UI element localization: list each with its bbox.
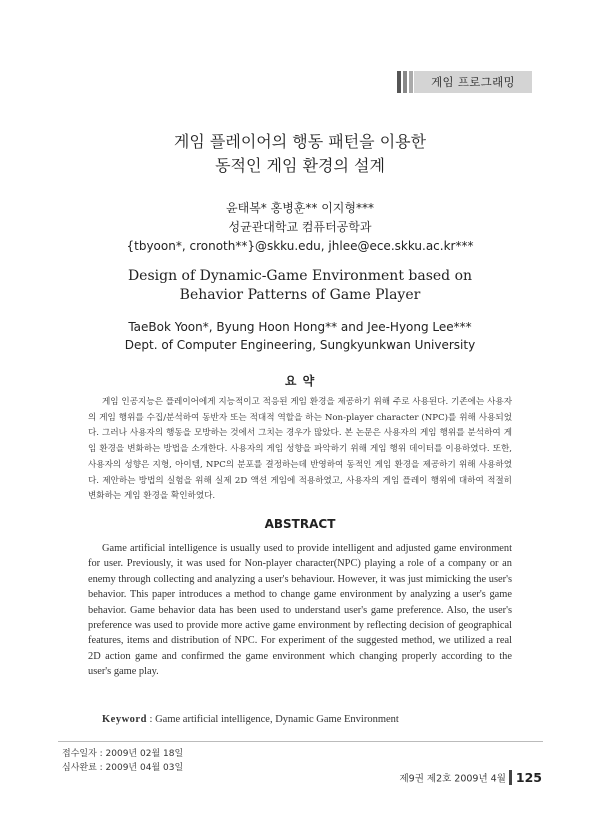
abstract-ko-heading: 요 약 [284, 374, 316, 388]
footnote-divider [58, 741, 543, 742]
date-received: 접수일자 : 2009년 02월 18일 [62, 749, 184, 759]
title-ko-line2: 동적인 게임 환경의 설계 [215, 156, 385, 175]
affiliation-ko: 성균관대학교 컴퓨터공학과 [228, 220, 372, 234]
title-en-line2: Behavior Patterns of Game Player [179, 287, 421, 303]
keywords [102, 714, 399, 725]
section-tab-stripe [403, 71, 407, 93]
title-ko-line1: 게임 플레이어의 행동 패턴을 이용한 [173, 132, 427, 151]
abstract-en-text: Game artificial intelligence is usually used to provide intelligent and adjusted game environment for user. Previously, it was used for Non-player character(NPC) playing a role of a company or an enemy through collecting and analyzing a user's behaviour. However, it was just mimicking the user's behavior. This paper introduces a method to change game environment by analyzing a user's game behavior. Game behavior data has been used to understand user's game preference. Also, the user's preference was used to provide more active game environment by reflecting decision of geographical features, items and distribution of NPC. For experiment of the suggested method, we utilized a real 2D action game and confirmed the game environment which changing properly according to the user's game play. [88, 543, 512, 678]
affiliation-en: Dept. of Computer Engineering, Sungkyunkwan University [124, 338, 476, 352]
page-number: 125 [515, 770, 542, 785]
authors-en: TaeBok Yoon*, Byung Hoon Hong** and Jee-Hyong Lee*** [128, 320, 472, 334]
page-footer [399, 770, 542, 786]
issue-info: 제9권 제2호 2009년 4월 [399, 773, 506, 785]
date-reviewed: 심사완료 : 2009년 04월 03일 [62, 763, 184, 773]
keyword-text: : Game artificial intelligence, Dynamic Game Environment [149, 714, 399, 725]
section-tab-stripe [409, 71, 413, 93]
section-label: 게임 프로그래밍 [414, 71, 532, 93]
section-tab-stripe [397, 71, 401, 93]
authors-ko: 윤태복* 홍병훈** 이지형*** [226, 201, 374, 215]
title-en-line1: Design of Dynamic-Game Environment based on [127, 268, 473, 284]
abstract-en-heading: ABSTRACT [264, 517, 336, 531]
footer-divider [509, 770, 512, 785]
keyword-label: Keyword [102, 714, 147, 725]
author-emails: {tbyoon*, cronoth**}@skku.edu, jhlee@ece.skku.ac.kr*** [126, 239, 474, 253]
abstract-ko-text: 게임 인공지능은 플레이어에게 지능적이고 적응된 게임 환경을 제공하기 위해 주로 사용된다. 기존에는 사용자의 게임 행위를 수집/분석하여 동반자 또는 적대적 역할을 하는 Non-player character (NPC)를 위해 사용되었다. 그러나 사용자의 행동을 모방하는 것에서 그치는 경우가 많았다. 본 논문은 사용자의 게임 행위를 분석하여 게임 환경을 변화하는 방법을 소개한다. 사용자의 게임 성향을 파악하기 위해 게임 행위 데이터를 이용하였다. 또한, 사용자의 성향은 지형, 아이템, NPC의 분포를 결정하는데 반영하여 동적인 게임 환경을 제공하기 위해 사용하였다. 제안하는 방법의 실험을 위해 실제 2D 액션 게임에 적용하였고, 사용자의 게임 플레이 행위에 대하여 적절히 변화하는 게임 환경을 확인하였다. [88, 397, 512, 502]
